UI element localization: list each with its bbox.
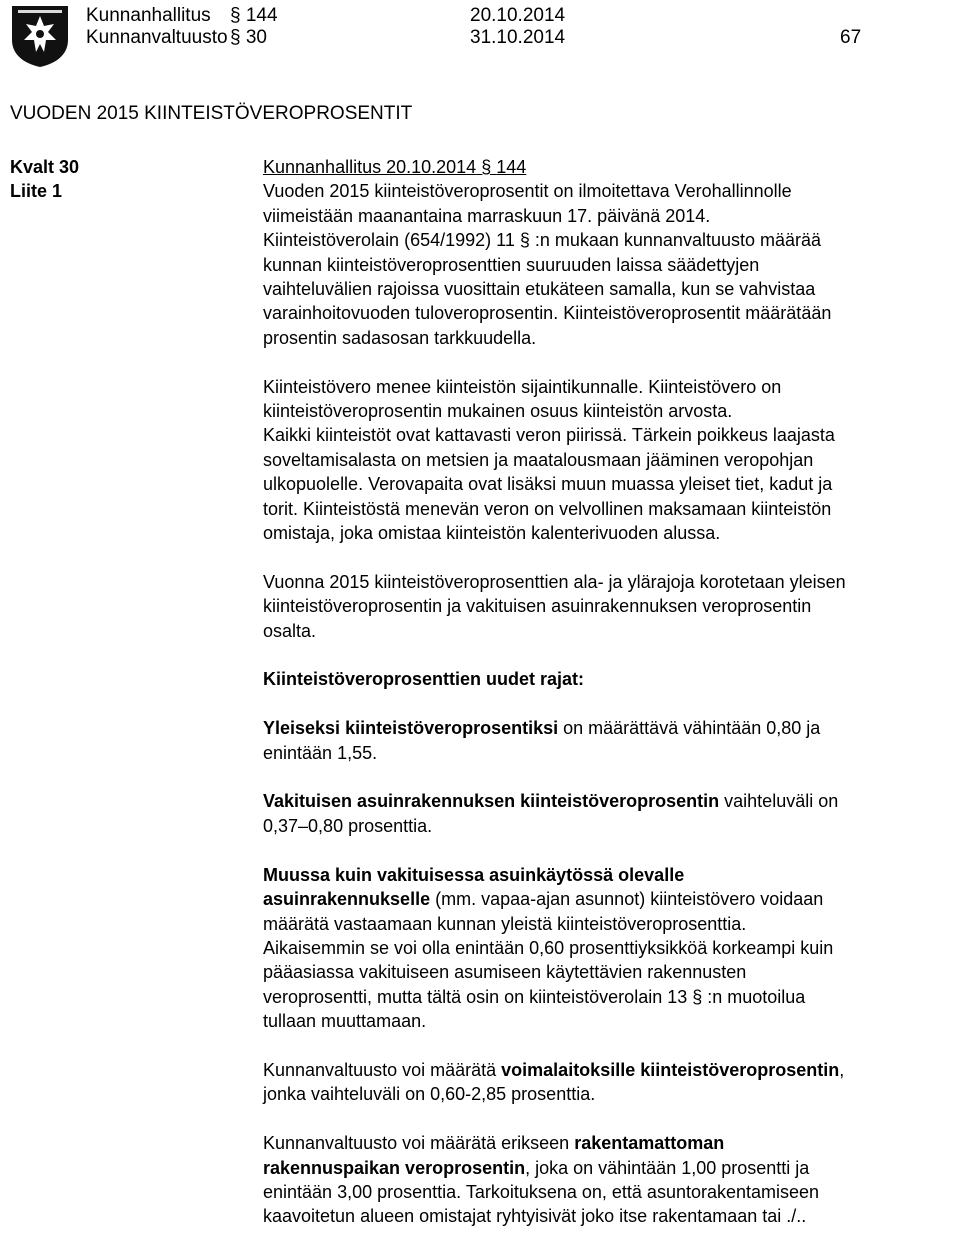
- permanent-rate-line: Vakituisen asuinrakennuksen kiinteistöveroprosentin vaihteluväli on: [263, 791, 839, 812]
- kvalt-label: Kvalt 30: [10, 157, 80, 177]
- header-body-2: Kunnanvaltuusto: [86, 27, 228, 48]
- reference-line: Kunnanhallitus 20.10.2014 § 144: [263, 157, 527, 177]
- section-heading: Kiinteistöveroprosenttien uudet rajat:: [263, 669, 585, 690]
- unbuilt-plot-line: kaavoitetun alueen omistajat ryhtyisivät joko itse rakentamaan tai ./..: [263, 1206, 807, 1227]
- unbuilt-plot-line: enintään 3,00 prosenttia. Tarkoituksena on, että asuntorakentamiseen: [263, 1181, 820, 1202]
- power-plant-line: Kunnanvaltuusto voi määrätä voimalaitoksille kiinteistöveroprosentin,: [263, 1059, 845, 1080]
- other-rate-line: määrätä vastaamaan kunnan yleistä kiinteistöveroprosenttia.: [263, 913, 747, 934]
- other-rate-line: tullaan muuttamaan.: [263, 1011, 427, 1032]
- header-date-1: 20.10.2014: [470, 5, 566, 26]
- header-body-1: Kunnanhallitus: [86, 5, 211, 26]
- unbuilt-plot-line: Kunnanvaltuusto voi määrätä erikseen rakentamattoman: [263, 1133, 725, 1154]
- other-rate-line: Aikaisemmin se voi olla enintään 0,60 prosenttiyksikköä korkeampi kuin: [263, 937, 834, 958]
- paragraph-line: Kaikki kiinteistöt ovat kattavasti veron piirissä. Tärkein poikkeus laajasta: [263, 425, 835, 446]
- other-rate-line: veroprosentti, mutta tältä osin on kiinteistöverolain 13 § :n muotoilua: [263, 986, 806, 1007]
- paragraph-line: soveltamisalasta on metsien ja maatalousmaan jääminen veropohjan: [263, 449, 814, 470]
- header-date-2: 31.10.2014: [470, 27, 566, 48]
- page-number: 67: [840, 27, 862, 48]
- paragraph-line: kunnan kiinteistöveroprosenttien suuruuden laissa säädettyjen: [263, 254, 760, 275]
- main-content: [263, 155, 958, 1229]
- intro-line: viimeistään maanantaina marraskuun 17. päivänä 2014.: [263, 205, 711, 226]
- intro-line: Vuoden 2015 kiinteistöveroprosentit on ilmoitettava Verohallinnolle: [263, 181, 792, 202]
- document-title: VUODEN 2015 KIINTEISTÖVEROPROSENTIT: [10, 103, 413, 124]
- header-section-2: § 30: [230, 27, 267, 48]
- permanent-rate-line: 0,37–0,80 prosenttia.: [263, 815, 433, 836]
- header-section-1: § 144: [230, 5, 278, 26]
- paragraph-line: kiinteistöveroprosentin ja vakituisen asuinrakennuksen veroprosentin: [263, 596, 812, 617]
- general-rate-line: Yleiseksi kiinteistöveroprosentiksi on määrättävä vähintään 0,80 ja: [263, 718, 821, 739]
- paragraph-line: Vuonna 2015 kiinteistöveroprosenttien ala- ja ylärajoja korotetaan yleisen: [263, 571, 846, 592]
- liite-label: Liite 1: [10, 181, 63, 201]
- paragraph-line: Kiinteistöverolain (654/1992) 11 § :n mukaan kunnanvaltuusto määrää: [263, 230, 822, 251]
- paragraph-line: varainhoitovuoden tuloveroprosentin. Kiinteistöveroprosentit määrätään: [263, 303, 832, 324]
- general-rate-line: enintään 1,55.: [263, 742, 378, 763]
- municipality-coat-of-arms: [10, 4, 70, 68]
- paragraph-line: osalta.: [263, 620, 317, 641]
- power-plant-line: jonka vaihteluväli on 0,60-2,85 prosenttia.: [263, 1084, 596, 1105]
- paragraph-line: torit. Kiinteistöstä menevän veron on velvollinen maksamaan kiinteistön: [263, 498, 832, 519]
- paragraph-line: prosentin sadasosan tarkkuudella.: [263, 327, 537, 348]
- other-rate-line: asuinrakennukselle (mm. vapaa-ajan asunnot) kiinteistövero voidaan: [263, 889, 824, 910]
- other-rate-line: pääasiassa vakituiseen asumiseen käytettävien rakennusten: [263, 962, 747, 983]
- other-rate-line: Muussa kuin vakituisessa asuinkäytössä olevalle: [263, 864, 685, 885]
- unbuilt-plot-line: rakennuspaikan veroprosentin, joka on vähintään 1,00 prosentti ja: [263, 1157, 810, 1178]
- paragraph-line: vaihteluvälien rajoissa vuosittain etukäteen samalla, kun se vahvistaa: [263, 279, 816, 300]
- paragraph-line: omistaja, joka omistaa kiinteistön kalenterivuoden alussa.: [263, 523, 721, 544]
- paragraph-line: Kiinteistövero menee kiinteistön sijaintikunnalle. Kiinteistövero on: [263, 376, 782, 397]
- paragraph-line: ulkopuolelle. Verovapaita ovat lisäksi muun muassa yleiset tiet, kadut ja: [263, 474, 833, 495]
- paragraph-line: kiinteistöveroprosentin mukainen osuus kiinteistön arvosta.: [263, 401, 733, 422]
